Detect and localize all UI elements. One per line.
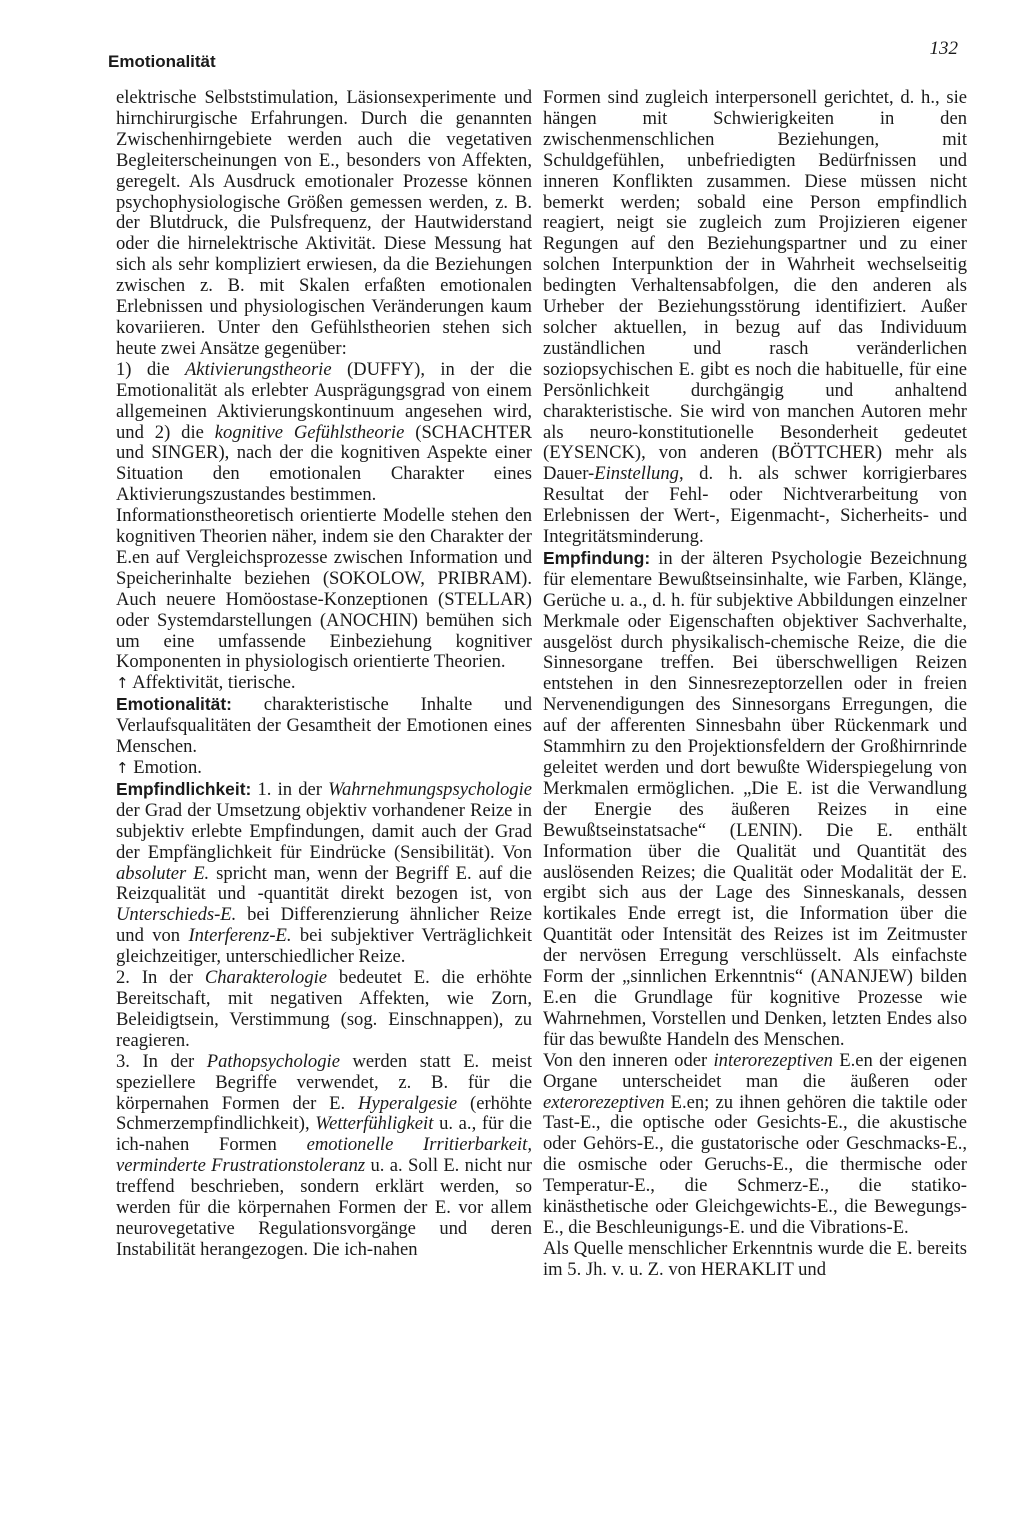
text: 1) die	[116, 358, 185, 380]
entry-emotionalitaet	[116, 694, 532, 758]
left-column	[116, 88, 532, 1261]
italic-term: Unterschieds-E.	[116, 904, 237, 926]
text: 3. In der	[116, 1050, 207, 1072]
italic-term: absoluter E.	[116, 862, 210, 884]
text: E.en der eigenen Organe unterscheidet man die äußeren oder	[543, 1049, 967, 1092]
page-number: 132	[929, 38, 958, 59]
text: 1. in der	[251, 778, 329, 800]
headword: Emotionalität:	[116, 694, 232, 715]
italic-term: kognitive Gefühlstheorie	[214, 421, 405, 443]
right-column	[543, 88, 967, 1281]
italic-term: Aktivierungstheorie	[184, 358, 332, 380]
entry-empfindlichkeit	[116, 779, 532, 968]
text: bei subjektiver Verträglichkeit gleichzeitiger, unterschiedlicher Reize.	[116, 925, 532, 968]
running-head: Emotionalität	[108, 52, 216, 71]
text: u. a., für die ich-nahen Formen	[116, 1113, 532, 1156]
italic-term: exterorezeptiven	[543, 1091, 665, 1113]
text: bedeutet E. die erhöhte Bereitschaft, mit negativen Affekten, wie Zorn, Beleidigtsein, Verstimmung (sog. Einschnappen), zu reagieren.	[116, 967, 532, 1051]
paragraph: elektrische Selbststimulation, Läsionsexperimente und hirnchirurgische Erfahrungen. Durch die genannten Zwischenhirngebiete werden auch die vegetativen Begleiterscheinungen von E., besonders von Affekten, geregelt. Als Ausdruck emotionaler Prozesse können psychophysiologische Größen gemessen werden, z. B. der Blutdruck, die Pulsfrequenz, der Hautwiderstand oder die hirnelektrische Aktivität. Diese Messung hat sich als sehr kompliziert erwiesen, da die Beziehungen zwischen z. B. mit Skalen erfaßten emotionalen Erlebnissen und physiologischen Veränderungen kaum kovariieren. Unter den Gefühlstheorien stehen sich heute zwei Ansätze gegenüber:	[116, 87, 532, 359]
italic-term: Wetterfühligkeit	[315, 1113, 434, 1135]
text: werden statt E. meist speziellere Begriffe verwendet, z. B. für die körpernahen Formen der E.	[116, 1050, 532, 1114]
up-arrow-icon: ↑	[116, 759, 129, 777]
text: (erhöhte Schmerzempfindlichkeit),	[116, 1092, 532, 1135]
up-arrow-icon: ↑	[116, 674, 129, 693]
headword: Empfindung:	[543, 547, 651, 568]
entry-empfindung	[543, 548, 967, 1051]
paragraph	[543, 1051, 967, 1239]
text: u. a. Soll E. nicht nur treffend beschrieben, sondern erklärt werden, so werden für die körpernahen Formen der E. vor allem neurovegetative Regulationsvorgänge und deren Instabilität herangezogen. Die ich-nahen	[116, 1155, 532, 1260]
italic-term: Wahrnehmungspsychologie	[328, 778, 532, 800]
text: bei Differenzierung ähnlicher Reize und von	[116, 904, 532, 947]
italic-term: emotionelle Irritierbarkeit, verminderte Frustrationstoleranz	[116, 1134, 532, 1177]
cross-reference[interactable]	[116, 673, 532, 694]
text: spricht man, wenn der Begriff E. auf die Reizqualität und -quantität direkt bezogen ist, von	[116, 862, 532, 905]
text: (DUFFY), in der die Emotionalität als erlebter Ausprägungsgrad von einem allgemeinen Aktivierungskontinuum angesehen wird, und 2) die	[116, 358, 532, 443]
entry-text: charakteristische Inhalte und Verlaufsqualitäten der Gesamtheit der Emotionen eines Menschen.	[116, 694, 532, 758]
headword: Empfindlichkeit:	[116, 778, 252, 799]
text: Von den inneren oder	[543, 1049, 714, 1071]
text: der Grad der Umsetzung objektiv vorhandener Reize in subjektiv erlebte Empfindungen, damit auch der Grad der Empfänglichkeit für Eindrücke (Sensibilität). Von	[116, 799, 532, 863]
text: (SCHACHTER und SINGER), nach der die kognitiven Aspekte einer Situation den emotionalen Charakter eines Aktivierungszustandes bestimmen.	[116, 421, 532, 506]
paragraph	[116, 360, 532, 506]
italic-term: Interferenz-E.	[188, 925, 292, 947]
italic-term: Einstellung	[594, 463, 679, 485]
cross-reference[interactable]	[116, 758, 532, 779]
paragraph	[116, 1052, 532, 1261]
text: E.en; zu ihnen gehören die taktile oder Tast-E., die optische oder Gesichts-E., die akustische oder Gehörs-E., die gustatorische oder Geschmacks-E., die osmische oder Geruchs-E., die thermische oder Temperatur-E., die Schmerz-E., die statiko-kinästhetische oder Gleichgewichts-E., die Bewegungs-E., die Beschleunigungs-E. und die Vibrations-E.	[543, 1091, 967, 1238]
text: , d. h. als schwer korrigierbares Resultat der Fehl- oder Nichtverarbeitung von Erlebnissen der Wert-, Eigenmacht-, Sicherheits- und Integritätsminderung.	[543, 463, 967, 548]
italic-term: Hyperalgesie	[358, 1092, 458, 1114]
italic-term: Charakterologie	[204, 967, 328, 989]
paragraph	[543, 88, 967, 548]
entry-text: in der älteren Psychologie Bezeichnung für elementare Bewußtseinsinhalte, wie Farben, Klänge, Gerüche u. a., d. h. für subjektive Abbildungen einzelner Merkmale oder Eigenschaften objektiver Sachverhalte, ausgelöst durch physikalisch-chemische Reize, die die Sinnesorgane treffen. Bei überschwelligen Reizen entstehen in den Sinnesrezeptorzellen oder in freien Nervenendigungen des Sinnesorgans Erregungen, die auf der afferenten Sinnesbahn über Rückenmark und Stammhirn zu den Projektionsfeldern der Großhirnrinde geleitet werden und dort bewußte Widerspiegelung von Merkmalen ermöglichen. „Die E. ist die Verwandlung der Energie des äußeren Reizes in eine Bewußtseinstatsache“ (LENIN). Die E. enthält Information über die Qualität und Quantität des auslösenden Reizes; die Qualität oder Modalität der E. ergibt sich aus der Lage des Sinneskanals, dessen kortikales Ende erregt ist, die Information über die Quantität oder Intensität des Reizes ist im Zeitmuster der nervösen Erregung verschlüsselt. Als einfachste Form der „sinnlichen Erkenntnis“ (ANANJEW) bilden E.en die Grundlage für kognitive Prozesse wie Wahrnehmen, Vorstellen und Denken, letzten Endes also für das bewußte Handeln des Menschen.	[543, 547, 967, 1050]
text: 2. In der	[116, 967, 205, 989]
paragraph: Informationstheoretisch orientierte Modelle stehen den kognitiven Theorien näher, indem sie den Charakter der E.en auf Vergleichsprozesse zwischen Information und Speicherinhalte beziehen (SOKOLOW, PRIBRAM). Auch neuere Homöostase-Konzeptionen (STELLAR) oder Systemdarstellungen (ANOCHIN) bemühen sich um eine umfassende Einbeziehung kognitiver Komponenten in physiologisch orientierte Theorien.	[116, 505, 532, 673]
italic-term: Pathopsychologie	[206, 1050, 340, 1072]
cross-reference-label: Affektivität, tierische.	[132, 672, 296, 694]
cross-reference-label: Emotion.	[133, 757, 202, 778]
paragraph	[116, 968, 532, 1052]
italic-term: interorezeptiven	[713, 1049, 833, 1071]
paragraph: Als Quelle menschlicher Erkenntnis wurde die E. bereits im 5. Jh. v. u. Z. von HERAKLIT und	[543, 1237, 967, 1280]
text: Formen sind zugleich interpersonell gerichtet, d. h., sie hängen mit Schwierigkeiten in den zwischenmenschlichen Beziehungen, mit Schuldgefühlen, unbefriedigten Bedürfnissen und inneren Konflikten zusammen. Diese müssen nicht bemerkt werden; sobald eine Person empfindlich reagiert, neigt sie zugleich zum Projizieren eigener Regungen auf den Beziehungspartner und zu einer solchen Interpunktion der in Wahrheit wechselseitig bedingten Verhaltensabfolgen, die den anderen als Urheber der Beziehungsstörung identifiziert. Außer solcher aktuellen, in bezug auf das Individuum zuständlichen und rasch veränderlichen soziopsychischen E. gibt es noch die habituelle, für eine Persönlichkeit durchgängig und anhaltend charakteristische. Sie wird von manchen Autoren mehr als neuro-konstitutionelle Besonderheit gedeutet (EYSENCK), von anderen (BÖTTCHER) mehr als Dauer-	[543, 87, 967, 485]
